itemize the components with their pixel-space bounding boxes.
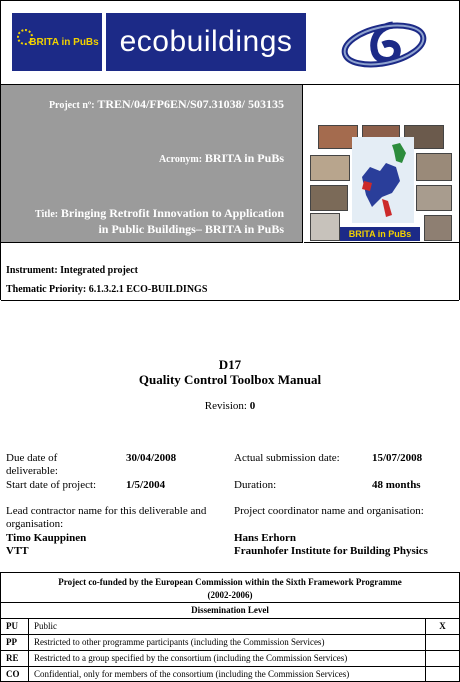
level-mark bbox=[425, 667, 459, 682]
level-mark bbox=[425, 635, 459, 651]
table-row bbox=[1, 667, 459, 682]
logo-row bbox=[1, 1, 459, 85]
thematic-priority-text: Thematic Priority: 6.1.3.2.1 ECO-BUILDINGS bbox=[6, 284, 208, 295]
level-description: Restricted to other programme participants (including the Commission Services) bbox=[34, 637, 325, 647]
table-row bbox=[1, 651, 459, 667]
level-code: PU bbox=[1, 619, 29, 635]
project-title: Title: Bringing Retrofit Innovation to Application in Public Buildings– BRITA in PuBs bbox=[34, 206, 284, 236]
building-photo bbox=[310, 213, 340, 241]
project-number: Project nº: TREN/04/FP6EN/S07.31038/ 503135 bbox=[48, 97, 284, 111]
instrument-section bbox=[1, 243, 459, 301]
level-code: PP bbox=[1, 635, 29, 651]
level-description: Confidential, only for members of the consortium (including the Commission Services) bbox=[34, 669, 350, 679]
project-info-box bbox=[1, 85, 303, 243]
project-header bbox=[0, 0, 460, 300]
coordinator-name: Hans Erhorn Fraunhofer Institute for Building Physics bbox=[234, 532, 428, 557]
table-row bbox=[1, 635, 459, 651]
level-description: Public bbox=[34, 621, 58, 631]
ecobuildings-logo bbox=[106, 13, 306, 71]
actual-submission-label: Actual submission date: bbox=[234, 452, 340, 464]
start-date-label: Start date of project: bbox=[6, 479, 97, 491]
building-photo-collage bbox=[304, 85, 459, 243]
collage-brita-tag: BRITA in PuBs bbox=[340, 227, 420, 241]
document-title: Quality Control Toolbox Manual bbox=[138, 372, 322, 387]
building-photo bbox=[424, 215, 452, 241]
dissemination-level-header: Dissemination Level bbox=[1, 603, 459, 619]
duration-value: 48 months bbox=[372, 479, 421, 491]
due-date-label: Due date of deliverable: bbox=[6, 452, 58, 477]
dissemination-table bbox=[0, 572, 460, 682]
building-photo bbox=[416, 153, 452, 181]
europe-map-icon bbox=[352, 137, 414, 223]
brita-logo-text: BRITA in PuBs bbox=[29, 36, 99, 48]
level-code: RE bbox=[1, 651, 29, 667]
level-description: Restricted to a group specified by the consortium (including the Commission Services) bbox=[34, 653, 348, 663]
brita-in-pubs-logo bbox=[12, 13, 102, 71]
building-photo bbox=[310, 155, 350, 181]
building-photo bbox=[310, 185, 348, 211]
revision-line bbox=[0, 400, 460, 412]
fp6-logo-icon bbox=[341, 19, 427, 71]
level-mark: X bbox=[425, 619, 459, 635]
revision-value: 0 bbox=[249, 400, 256, 412]
deliverable-id: D17 bbox=[218, 357, 242, 372]
building-photo bbox=[416, 185, 452, 211]
instrument-text: Instrument: Integrated project bbox=[6, 265, 139, 276]
eu-stars-icon bbox=[17, 29, 33, 45]
funding-statement: Project co-funded by the European Commission within the Sixth Framework Programme (2002-2006) bbox=[1, 573, 459, 603]
level-mark bbox=[425, 651, 459, 667]
level-code: CO bbox=[1, 667, 29, 682]
revision-label: Revision: bbox=[204, 400, 247, 412]
project-acronym: Acronym: BRITA in PuBs bbox=[158, 151, 284, 165]
coordinator-label: Project coordinator name and organisation: bbox=[234, 505, 424, 517]
actual-submission-value: 15/07/2008 bbox=[372, 452, 423, 464]
table-row bbox=[1, 619, 459, 635]
due-date-value: 30/04/2008 bbox=[126, 452, 177, 464]
start-date-value: 1/5/2004 bbox=[126, 479, 166, 491]
lead-contractor-name: Timo Kauppinen VTT bbox=[6, 532, 87, 557]
lead-contractor-label: Lead contractor name for this deliverable and organisation: bbox=[6, 505, 207, 530]
ecobuildings-logo-text: ecobuildings bbox=[119, 25, 293, 58]
duration-label: Duration: bbox=[234, 479, 277, 491]
